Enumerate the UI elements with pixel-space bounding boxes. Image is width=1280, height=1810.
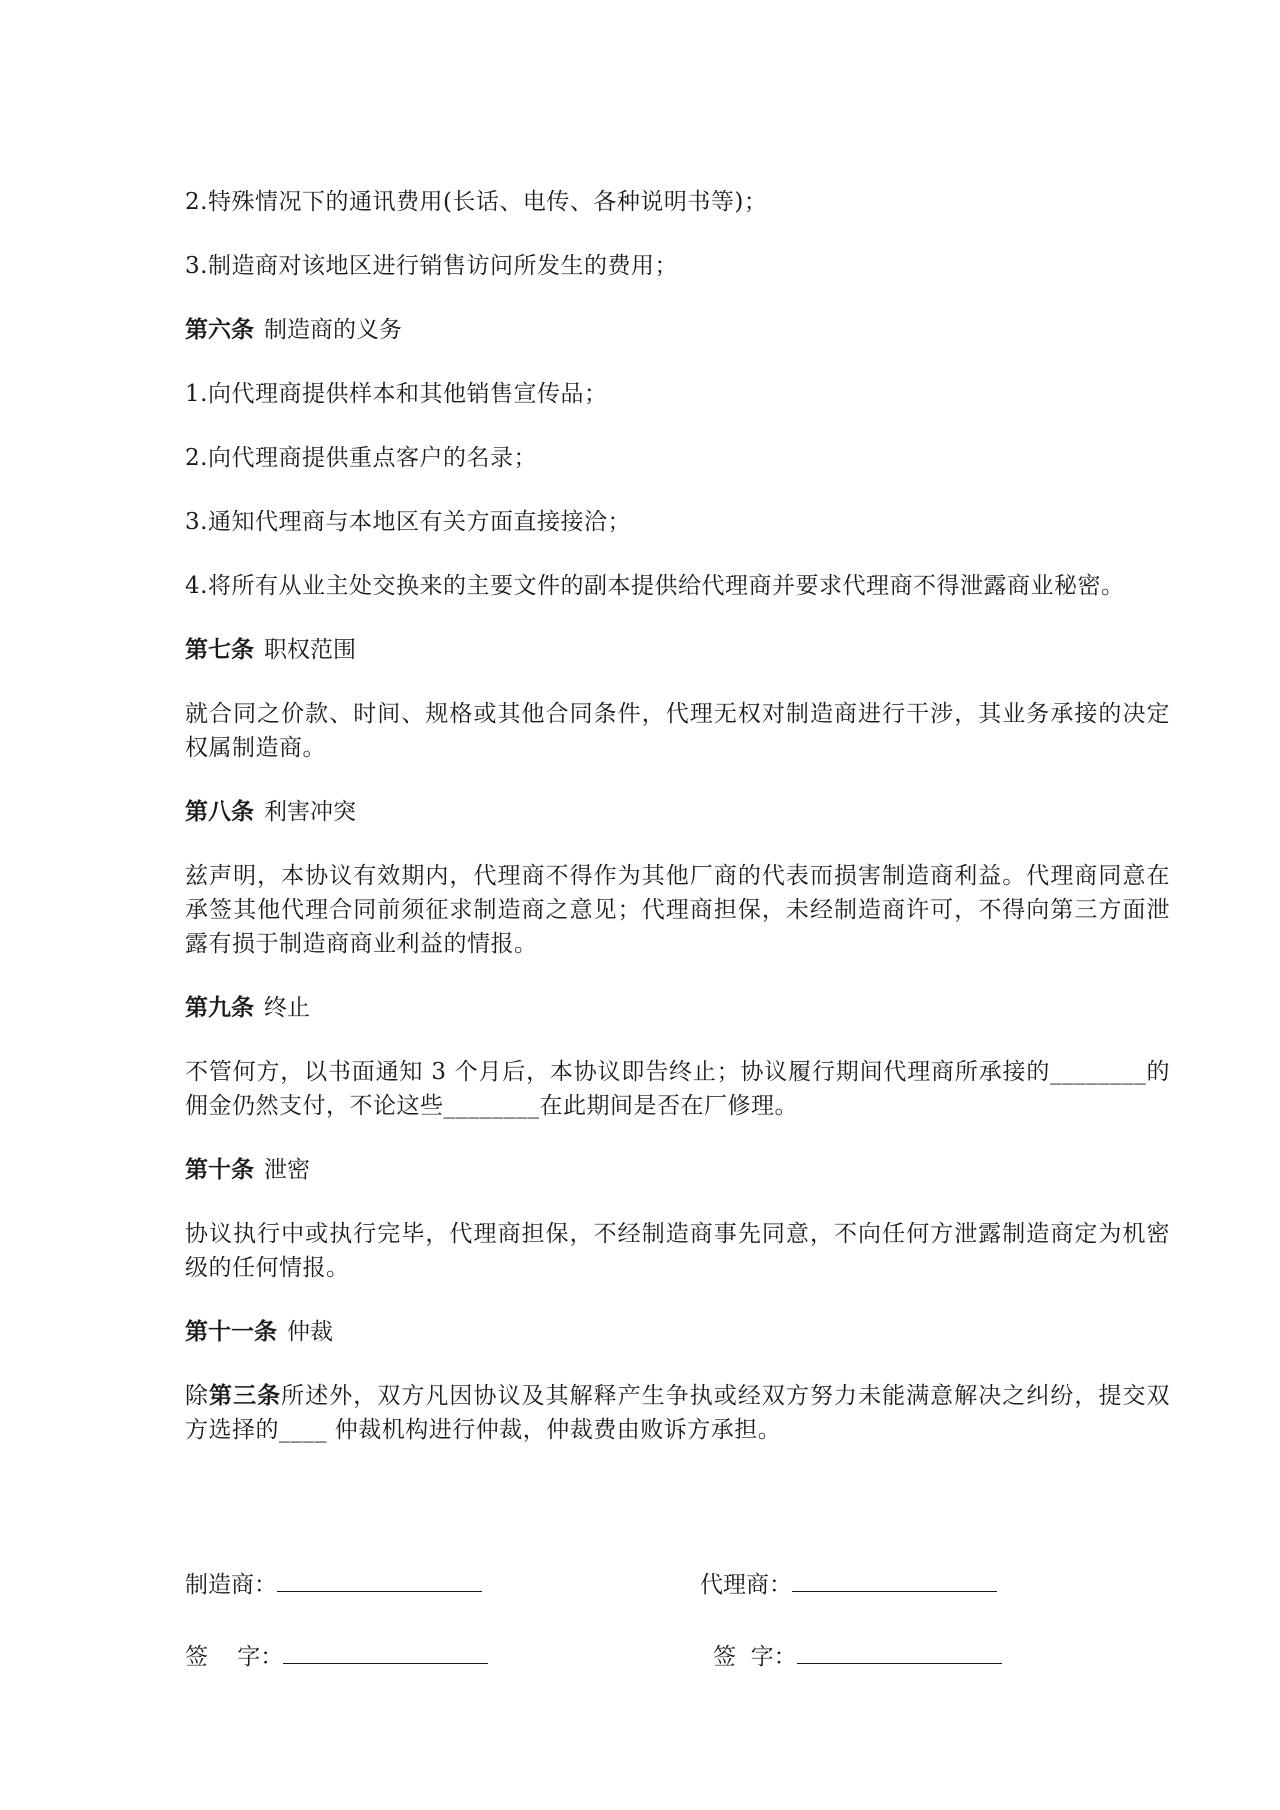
clause-title: 终止 [264, 995, 310, 1021]
clause-10-body: 协议执行中或执行完毕，代理商担保，不经制造商事先同意，不向任何方泄露制造商定为机密级的任何情报。 [185, 1221, 1170, 1281]
clause-6-item-3: 3.通知代理商与本地区有关方面直接接洽； [185, 509, 631, 535]
agent-sign-line [797, 1637, 1002, 1664]
arbitration-rest: 所述外，双方凡因协议及其解释产生争执或经双方努力未能满意解决之纠纷，提交双方选择的____ 仲裁机构进行仲裁，仲裁费由败诉方承担。 [185, 1383, 1171, 1443]
sign-label-right: 签 字： [713, 1644, 797, 1670]
signature-row-sign [185, 1637, 1170, 1671]
clause-8-body: 兹声明，本协议有效期内，代理商不得作为其他厂商的代表而损害制造商利益。代理商同意在承签其他代理合同前须征求制造商之意见；代理商担保，未经制造商许可，不得向第三方面泄露有损于制造商商业利益的情报。 [185, 863, 1170, 957]
clause-number: 第七条 [185, 637, 254, 663]
manufacturer-sign [185, 1637, 488, 1671]
clause-6-item-1: 1.向代理商提供样本和其他销售宣传品； [185, 381, 608, 407]
manufacturer-blank-line [277, 1565, 482, 1592]
clause-5-item-2: 2.特殊情况下的通讯费用(长话、电传、各种说明书等)； [185, 189, 768, 215]
clause-6-item-4: 4.将所有从业主处交换来的主要文件的副本提供给代理商并要求代理商不得泄露商业秘密。 [185, 573, 1125, 599]
clause-title: 制造商的义务 [264, 317, 402, 343]
sign-label-left: 签 字： [185, 1644, 284, 1670]
clause-number: 第六条 [185, 317, 254, 343]
clause-7-body: 就合同之价款、时间、规格或其他合同条件，代理无权对制造商进行干涉，其业务承接的决定权属制造商。 [185, 701, 1170, 761]
clause-number: 第九条 [185, 995, 254, 1021]
clause-8-heading [185, 795, 1170, 829]
clause-number: 第十条 [185, 1157, 254, 1183]
signature-block [185, 1565, 1170, 1709]
agent-sign [713, 1637, 1002, 1671]
arbitration-prefix: 除 [185, 1383, 210, 1409]
clause-title: 泄密 [264, 1157, 310, 1183]
clause-title: 职权范围 [264, 637, 356, 663]
clause-10-heading [185, 1153, 1170, 1187]
document-page [185, 185, 1170, 1477]
signature-row-parties [185, 1565, 1170, 1599]
clause-number: 第十一条 [185, 1319, 277, 1345]
clause-6-heading [185, 313, 1170, 347]
clause-9-heading [185, 991, 1170, 1025]
manufacturer-label: 制造商： [185, 1572, 277, 1598]
clause-11-body [185, 1379, 1170, 1447]
clause-5-item-3: 3.制造商对该地区进行销售访问所发生的费用； [185, 253, 678, 279]
clause-11-heading [185, 1315, 1170, 1349]
clause-9-body: 不管何方，以书面通知 3 个月后，本协议即告终止；协议履行期间代理商所承接的________的佣金仍然支付，不论这些________在此期间是否在厂修理。 [185, 1059, 1170, 1119]
clause-title: 仲裁 [287, 1319, 333, 1345]
clause-number: 第八条 [185, 799, 254, 825]
agent-blank-line [792, 1565, 997, 1592]
manufacturer-sign-line [283, 1637, 488, 1664]
clause-6-item-2: 2.向代理商提供重点客户的名录； [185, 445, 537, 471]
agent-label: 代理商： [700, 1572, 792, 1598]
manufacturer-signature [185, 1565, 482, 1599]
clause-title: 利害冲突 [264, 799, 356, 825]
clause-reference: 第三条 [209, 1383, 282, 1409]
agent-signature [700, 1565, 997, 1599]
clause-7-heading [185, 633, 1170, 667]
